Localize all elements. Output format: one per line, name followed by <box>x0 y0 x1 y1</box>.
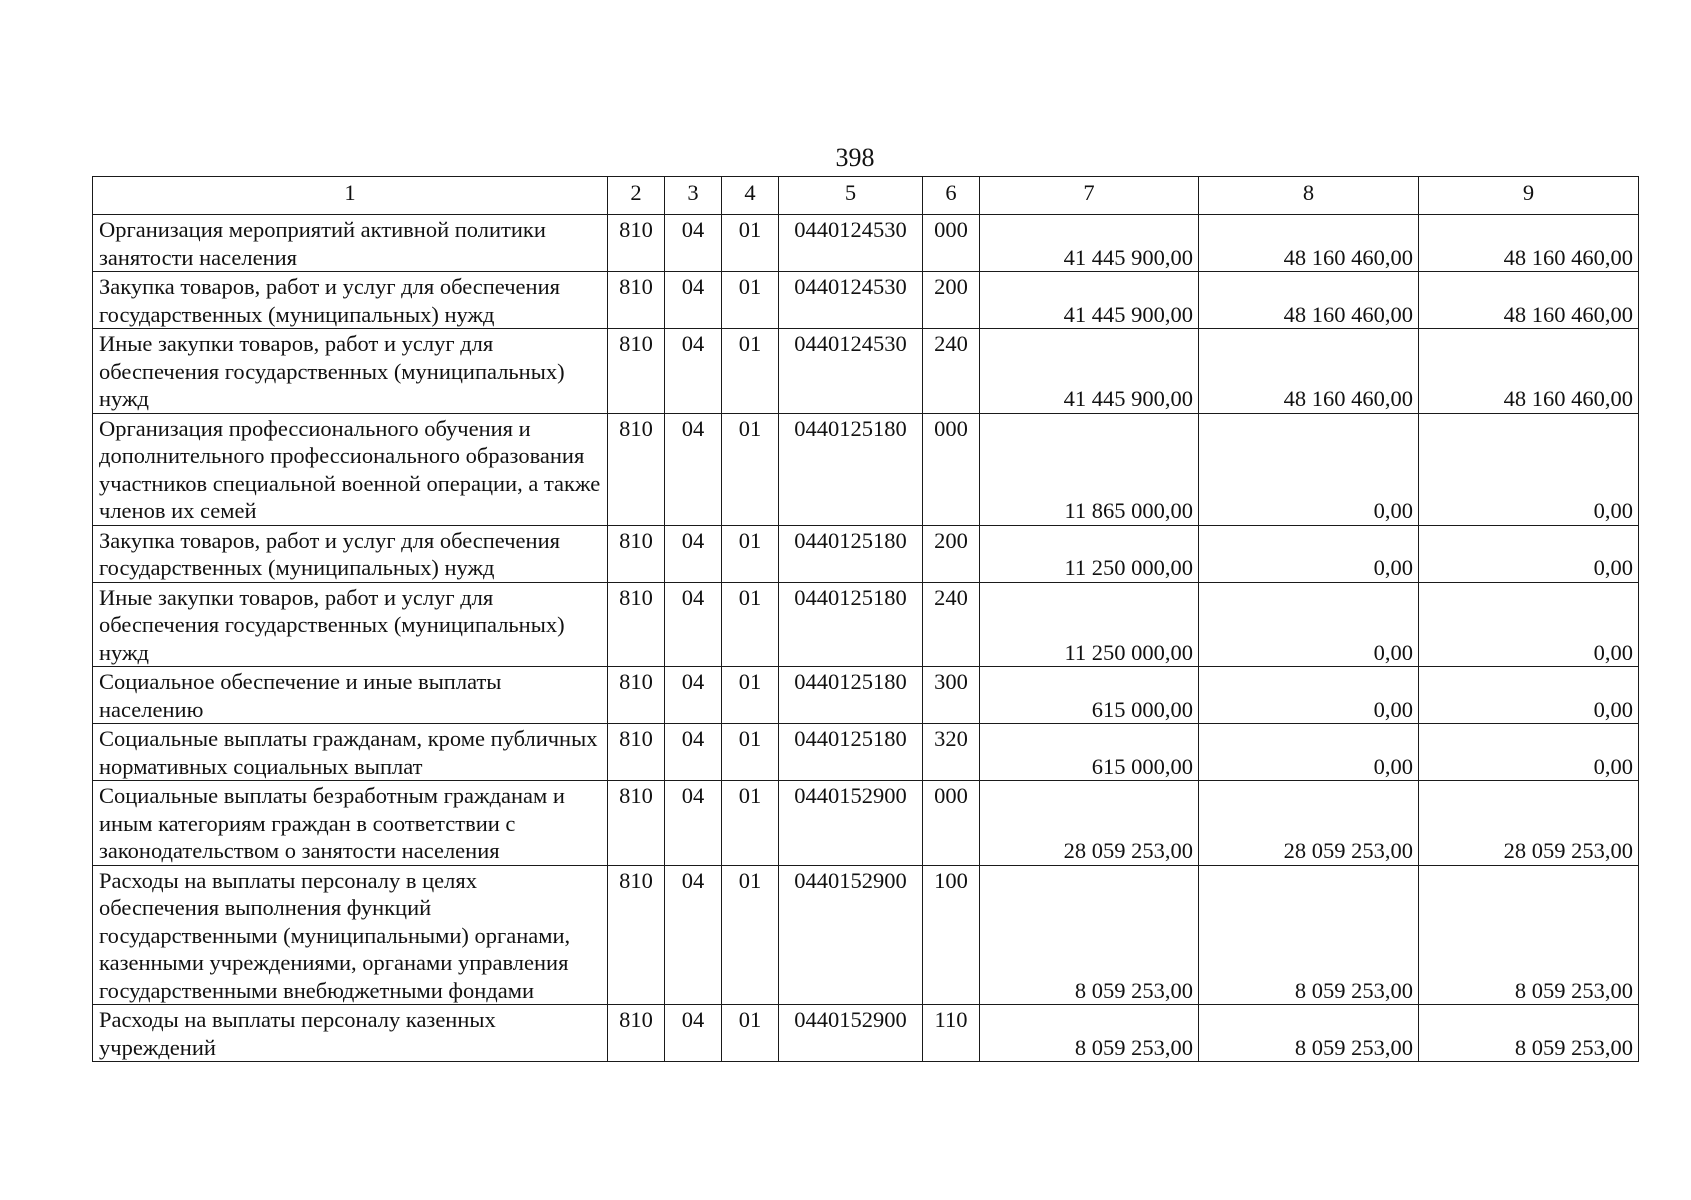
expense-name: Расходы на выплаты персоналу в целях обеспечения выполнения функций государственными (муниципальными) органами, казенными учреждениями, органами управления государственными внебюджетными фондами <box>93 865 608 1005</box>
expense-name: Социальные выплаты гражданам, кроме публичных нормативных социальных выплат <box>93 724 608 781</box>
amount-col-8: 0,00 <box>1199 525 1419 582</box>
amount-col-8: 28 059 253,00 <box>1199 781 1419 866</box>
cell-rz: 04 <box>665 329 722 414</box>
table-row <box>93 667 1639 724</box>
table-row <box>93 865 1639 1005</box>
table-row <box>93 582 1639 667</box>
expense-name: Социальное обеспечение и иные выплаты населению <box>93 667 608 724</box>
cell-vr: 200 <box>923 525 980 582</box>
amount-col-9: 0,00 <box>1419 667 1639 724</box>
cell-gr: 810 <box>608 272 665 329</box>
amount-col-7: 8 059 253,00 <box>980 1005 1199 1062</box>
cell-pr: 01 <box>722 525 779 582</box>
cell-csr: 0440124530 <box>779 329 923 414</box>
cell-csr: 0440125180 <box>779 413 923 525</box>
amount-col-9: 48 160 460,00 <box>1419 329 1639 414</box>
cell-vr: 300 <box>923 667 980 724</box>
expense-name: Социальные выплаты безработным гражданам и иным категориям граждан в соответствии с законодательством о занятости населения <box>93 781 608 866</box>
amount-col-8: 48 160 460,00 <box>1199 215 1419 272</box>
column-header-3: 3 <box>665 177 722 215</box>
cell-vr: 000 <box>923 215 980 272</box>
amount-col-9: 28 059 253,00 <box>1419 781 1639 866</box>
amount-col-9: 48 160 460,00 <box>1419 215 1639 272</box>
cell-vr: 240 <box>923 329 980 414</box>
cell-csr: 0440124530 <box>779 272 923 329</box>
amount-col-9: 0,00 <box>1419 525 1639 582</box>
cell-rz: 04 <box>665 865 722 1005</box>
cell-pr: 01 <box>722 582 779 667</box>
table-header-row <box>93 177 1639 215</box>
cell-rz: 04 <box>665 582 722 667</box>
cell-rz: 04 <box>665 525 722 582</box>
cell-csr: 0440125180 <box>779 667 923 724</box>
amount-col-7: 28 059 253,00 <box>980 781 1199 866</box>
table-row <box>93 781 1639 866</box>
column-header-9: 9 <box>1419 177 1639 215</box>
table-row <box>93 272 1639 329</box>
cell-gr: 810 <box>608 724 665 781</box>
cell-vr: 000 <box>923 781 980 866</box>
amount-col-8: 8 059 253,00 <box>1199 865 1419 1005</box>
column-header-8: 8 <box>1199 177 1419 215</box>
column-header-5: 5 <box>779 177 923 215</box>
table-row <box>93 1005 1639 1062</box>
cell-gr: 810 <box>608 781 665 866</box>
cell-pr: 01 <box>722 215 779 272</box>
amount-col-8: 48 160 460,00 <box>1199 272 1419 329</box>
cell-vr: 320 <box>923 724 980 781</box>
cell-gr: 810 <box>608 865 665 1005</box>
amount-col-7: 41 445 900,00 <box>980 215 1199 272</box>
cell-gr: 810 <box>608 582 665 667</box>
cell-pr: 01 <box>722 1005 779 1062</box>
column-header-7: 7 <box>980 177 1199 215</box>
cell-pr: 01 <box>722 329 779 414</box>
cell-pr: 01 <box>722 781 779 866</box>
amount-col-8: 0,00 <box>1199 724 1419 781</box>
amount-col-7: 11 250 000,00 <box>980 582 1199 667</box>
cell-gr: 810 <box>608 329 665 414</box>
column-header-6: 6 <box>923 177 980 215</box>
amount-col-7: 8 059 253,00 <box>980 865 1199 1005</box>
cell-gr: 810 <box>608 413 665 525</box>
cell-pr: 01 <box>722 865 779 1005</box>
amount-col-9: 8 059 253,00 <box>1419 865 1639 1005</box>
cell-rz: 04 <box>665 724 722 781</box>
cell-csr: 0440152900 <box>779 1005 923 1062</box>
amount-col-7: 41 445 900,00 <box>980 329 1199 414</box>
expense-name: Иные закупки товаров, работ и услуг для обеспечения государственных (муниципальных) нужд <box>93 329 608 414</box>
amount-col-7: 41 445 900,00 <box>980 272 1199 329</box>
cell-vr: 240 <box>923 582 980 667</box>
amount-col-8: 48 160 460,00 <box>1199 329 1419 414</box>
amount-col-8: 0,00 <box>1199 667 1419 724</box>
expense-name: Организация мероприятий активной политики занятости населения <box>93 215 608 272</box>
cell-csr: 0440125180 <box>779 582 923 667</box>
amount-col-7: 615 000,00 <box>980 724 1199 781</box>
cell-rz: 04 <box>665 1005 722 1062</box>
expense-name: Закупка товаров, работ и услуг для обеспечения государственных (муниципальных) нужд <box>93 272 608 329</box>
cell-gr: 810 <box>608 215 665 272</box>
amount-col-8: 0,00 <box>1199 582 1419 667</box>
amount-col-9: 0,00 <box>1419 413 1639 525</box>
cell-csr: 0440124530 <box>779 215 923 272</box>
cell-rz: 04 <box>665 781 722 866</box>
amount-col-9: 0,00 <box>1419 724 1639 781</box>
cell-gr: 810 <box>608 1005 665 1062</box>
column-header-2: 2 <box>608 177 665 215</box>
column-header-4: 4 <box>722 177 779 215</box>
cell-csr: 0440152900 <box>779 865 923 1005</box>
expense-name: Иные закупки товаров, работ и услуг для обеспечения государственных (муниципальных) нужд <box>93 582 608 667</box>
cell-pr: 01 <box>722 413 779 525</box>
expense-name: Закупка товаров, работ и услуг для обеспечения государственных (муниципальных) нужд <box>93 525 608 582</box>
cell-csr: 0440125180 <box>779 525 923 582</box>
cell-pr: 01 <box>722 724 779 781</box>
cell-csr: 0440152900 <box>779 781 923 866</box>
table-row <box>93 525 1639 582</box>
cell-vr: 200 <box>923 272 980 329</box>
amount-col-7: 615 000,00 <box>980 667 1199 724</box>
expense-name: Организация профессионального обучения и дополнительного профессионального образования участников специальной военной операции, а также членов их семей <box>93 413 608 525</box>
page-number: 398 <box>835 143 875 172</box>
cell-rz: 04 <box>665 413 722 525</box>
table-row <box>93 329 1639 414</box>
budget-table <box>92 176 1639 1062</box>
cell-gr: 810 <box>608 525 665 582</box>
amount-col-7: 11 865 000,00 <box>980 413 1199 525</box>
cell-rz: 04 <box>665 667 722 724</box>
cell-rz: 04 <box>665 215 722 272</box>
cell-pr: 01 <box>722 667 779 724</box>
cell-vr: 000 <box>923 413 980 525</box>
amount-col-8: 8 059 253,00 <box>1199 1005 1419 1062</box>
cell-csr: 0440125180 <box>779 724 923 781</box>
cell-vr: 100 <box>923 865 980 1005</box>
amount-col-8: 0,00 <box>1199 413 1419 525</box>
amount-col-9: 48 160 460,00 <box>1419 272 1639 329</box>
amount-col-9: 0,00 <box>1419 582 1639 667</box>
expense-name: Расходы на выплаты персоналу казенных учреждений <box>93 1005 608 1062</box>
table-row <box>93 215 1639 272</box>
table-row <box>93 724 1639 781</box>
column-header-1: 1 <box>93 177 608 215</box>
cell-pr: 01 <box>722 272 779 329</box>
table-row <box>93 413 1639 525</box>
amount-col-9: 8 059 253,00 <box>1419 1005 1639 1062</box>
cell-gr: 810 <box>608 667 665 724</box>
cell-rz: 04 <box>665 272 722 329</box>
cell-vr: 110 <box>923 1005 980 1062</box>
amount-col-7: 11 250 000,00 <box>980 525 1199 582</box>
